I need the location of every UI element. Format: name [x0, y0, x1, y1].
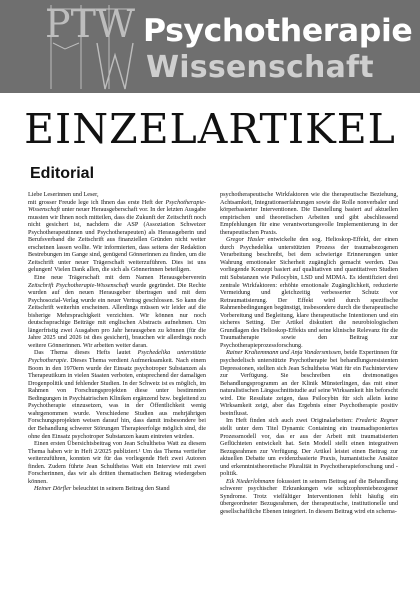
journal-title-line1: Psychotherapie: [143, 13, 413, 49]
paragraph: Im Heft finden sich auch zwei Originalarbeiten: Frederic Regner stellt unter dem Titel Dynamic Containing ein traumadisponiertes Prozessmodell vor, das er aus der Arbeit mit traumatisierten Geflüchteten entwickelt hat. Sein Modell stellt einen integrativen Bezugsrahmen zur Verfügung. Der Artikel leistet einen Beitrag zur aktuellen Debatte um evidenzbasierte Praxis, humanistische Ansätze und erkenntnistheoretische Pluralität in Psychotherapieforschung und -politik.: [220, 417, 398, 478]
paragraph: Einen ersten Übersichtsbeitrag von Jean Schultheiss Watt zu diesem Thema haben wir in Heft 2/2025 publiziert.¹ Um das Thema vertiefter weiterzuführen, konnten wir für das vorliegende Heft zwei Autoren finden. Zudem führte Jean Schultheiss Watt ein Interview mit zwei Forscherinnen, das wir als dritten thematischen Beitrag wiedergeben können.: [28, 440, 206, 485]
left-text-column: [28, 191, 206, 589]
paragraph: Rainer Kraltemmann und Anja Vandersmissen, beide Expertinnen für psychedelisch unterstützte Psychotherapie bei behandlungsresistenten Depressionen, stellten sich Jean Schultheiss Watt für ein Fachinterview zur Verfügung. Sie beschreiben ein dreimonatiges Behandlungsprogramm an der Klinik Münsterlingen, das mit einer naturalistischen Längsschnittstudie auf seine Wirksamkeit hin beforscht wird. Die Resultate zeigen, dass Psilocybin für sich allein keine Wirksamkeit zeigt, aber das Ergebnis einer Psychotherapie positiv beeinflusst.: [220, 349, 398, 417]
svg-text:PTW: PTW: [45, 3, 135, 46]
journal-title-line2: Wissenschaft: [146, 50, 374, 85]
journal-header: [0, 0, 420, 93]
paragraph: Heiner Dörfler beleuchtet in seinem Beitrag den Stand: [34, 485, 170, 493]
paragraph: Liebe Leserinnen und Leser,: [28, 191, 99, 198]
section-title: Editorial: [30, 165, 95, 182]
paragraph: psychotherapeutische Wirkfaktoren wie die therapeutische Beziehung, Achtsamkeit, Integrationserfahrungen sowie die Rolle nonverbaler und körperbasierter Interventionen. Die Darstellung basiert auf aktuellen empirischen und theoretischen Arbeiten und gibt abschliessend Empfehlungen für eine verantwortungsvolle Implementierung in der therapeutischen Praxis.: [220, 191, 398, 236]
paragraph: Eine neue Trägerschaft mit dem Namen Herausgeberverein Zeitschrift Psychotherapie-Wissenschaft wurde gegründet. Die Rechte wurden auf den neuen Herausgeber übertragen und mit dem Psychosozial-Verlag wurde ein neuer Vertrag geschlossen. So kann die Zeitschrift weiterhin erscheinen. Allerdings müssen wir leider auf die bisherige Mehrsprachigkeit verzichten. Wir können nur noch deutschsprachige Beiträge mit englischen Abstracts aufnehmen. Um längerfristig zwei Ausgaben pro Jahr herausgeben zu können (für die Jahre 2025 und 2026 ist dies gesichert), brauchen wir allerdings noch weitere Gönnerinnen. Wir arbeiten weiter daran.: [28, 274, 206, 349]
right-text-column: [220, 191, 398, 589]
paragraph: Das Thema dieses Hefts lautet Psychedelika unterstützte Psychotherapie. Dieses Thema verdient Aufmerksamkeit. Nach einem Boom in den 1970ern wurde der Einsatz psychotroper Substanzen als Therapeutikum in vielen Staaten verboten, entsprechend der damaligen Drogenpolitik und fehlender Studien. In der Schweiz ist es möglich, im Rahmen von Forschungsprojekten diese unter bestimmten Bedingungen in Psychiatrischen Kliniken ergänzend bzw. begleitend zu Psychotherapie einzusetzen, was in der Öffentlichkeit wenig wahrgenommen wurde. Verschiedene Studien aus mehrjährigen Forschungsprojekten weisen darauf hin, dass damit insbesondere bei der Behandlung schwerer Störungen Therapieerfolge möglich sind, die ohne den Einsatz psychotroper Substanzen kaum eintreten würden.: [28, 349, 206, 440]
banner-einzelartikel: EINZELARTIKEL: [24, 105, 396, 153]
paragraph: Eik Niederlohmann fokussiert in seinem Beitrag auf die Behandlung schwerer psychischer Erkrankungen wie schizophreniebezogener Syndrome. Trotz vielfältiger Interventionen fehlt häufig ein übergeordneter Bezugsrahmen, der therapeutische, institutionelle und gesellschaftliche Ebenen integriert. In diesem Beitrag wird ein schema-: [220, 477, 398, 515]
paragraph: mit grosser Freude lege ich Ihnen das erste Heft der Psychotherapie-Wissenschaft unter neuer Herausgeberschaft vor. In der letzten Ausgabe mussten wir Ihnen noch mitteilen, dass die Zukunft der Zeitschrift noch nicht gesichert ist, nachdem die ASP (Assoziation Schweizer Psychotherapeutinnen und Psychotherapeuten) als Herausgeberin und Berufsverband die Zeitschrift aus finanziellen Gründen nicht weiter erscheinen lassen wollte. Wir informierten, dass seitens der Redaktion Bestrebungen im Gange sind, genügend Gönnerinnen zu finden, um die Zeitschrift unter neuer Trägerschaft weiterzuführen. Dies ist uns gelungen! Vielen Dank allen, die sich als Gönnerinnen beteiligen.: [28, 198, 206, 274]
paragraph: Gregor Hasler entwickelte den sog. Helioskop-Effekt, der einen durch Psychedelika unterstützten Prozess der traumabezogenen Verarbeitung beschreibt, bei dem schwierige Erinnerungen unter Wahrung emotionaler Sicherheit zugänglich gemacht werden. Das vorliegende Konzept basiert auf qualitativen und quantitativen Studien mit Substanzen wie Psilocybin, LSD und MDMA. Es identifiziert drei zentrale Wirkfaktoren: erhöhte emotionale Zugänglichkeit, reduzierte Vermeidung und gleichzeitig verbesserter Schutz vor Retraumatisierung. Der Effekt wird durch spezifische Rahmenbedingungen begünstigt, insbesondere durch die therapeutische Vorbereitung und Begleitung, klare therapeutische Intentionen und ein sicheres Setting. Der Artikel diskutiert die neurobiologischen Grundlagen des Helioskop-Effekts und seine klinische Relevanz für die Traumatherapie sowie den Beitrag zur Psychotherapieprozessforschung.: [220, 236, 398, 349]
ptw-logo-icon: [45, 3, 137, 91]
